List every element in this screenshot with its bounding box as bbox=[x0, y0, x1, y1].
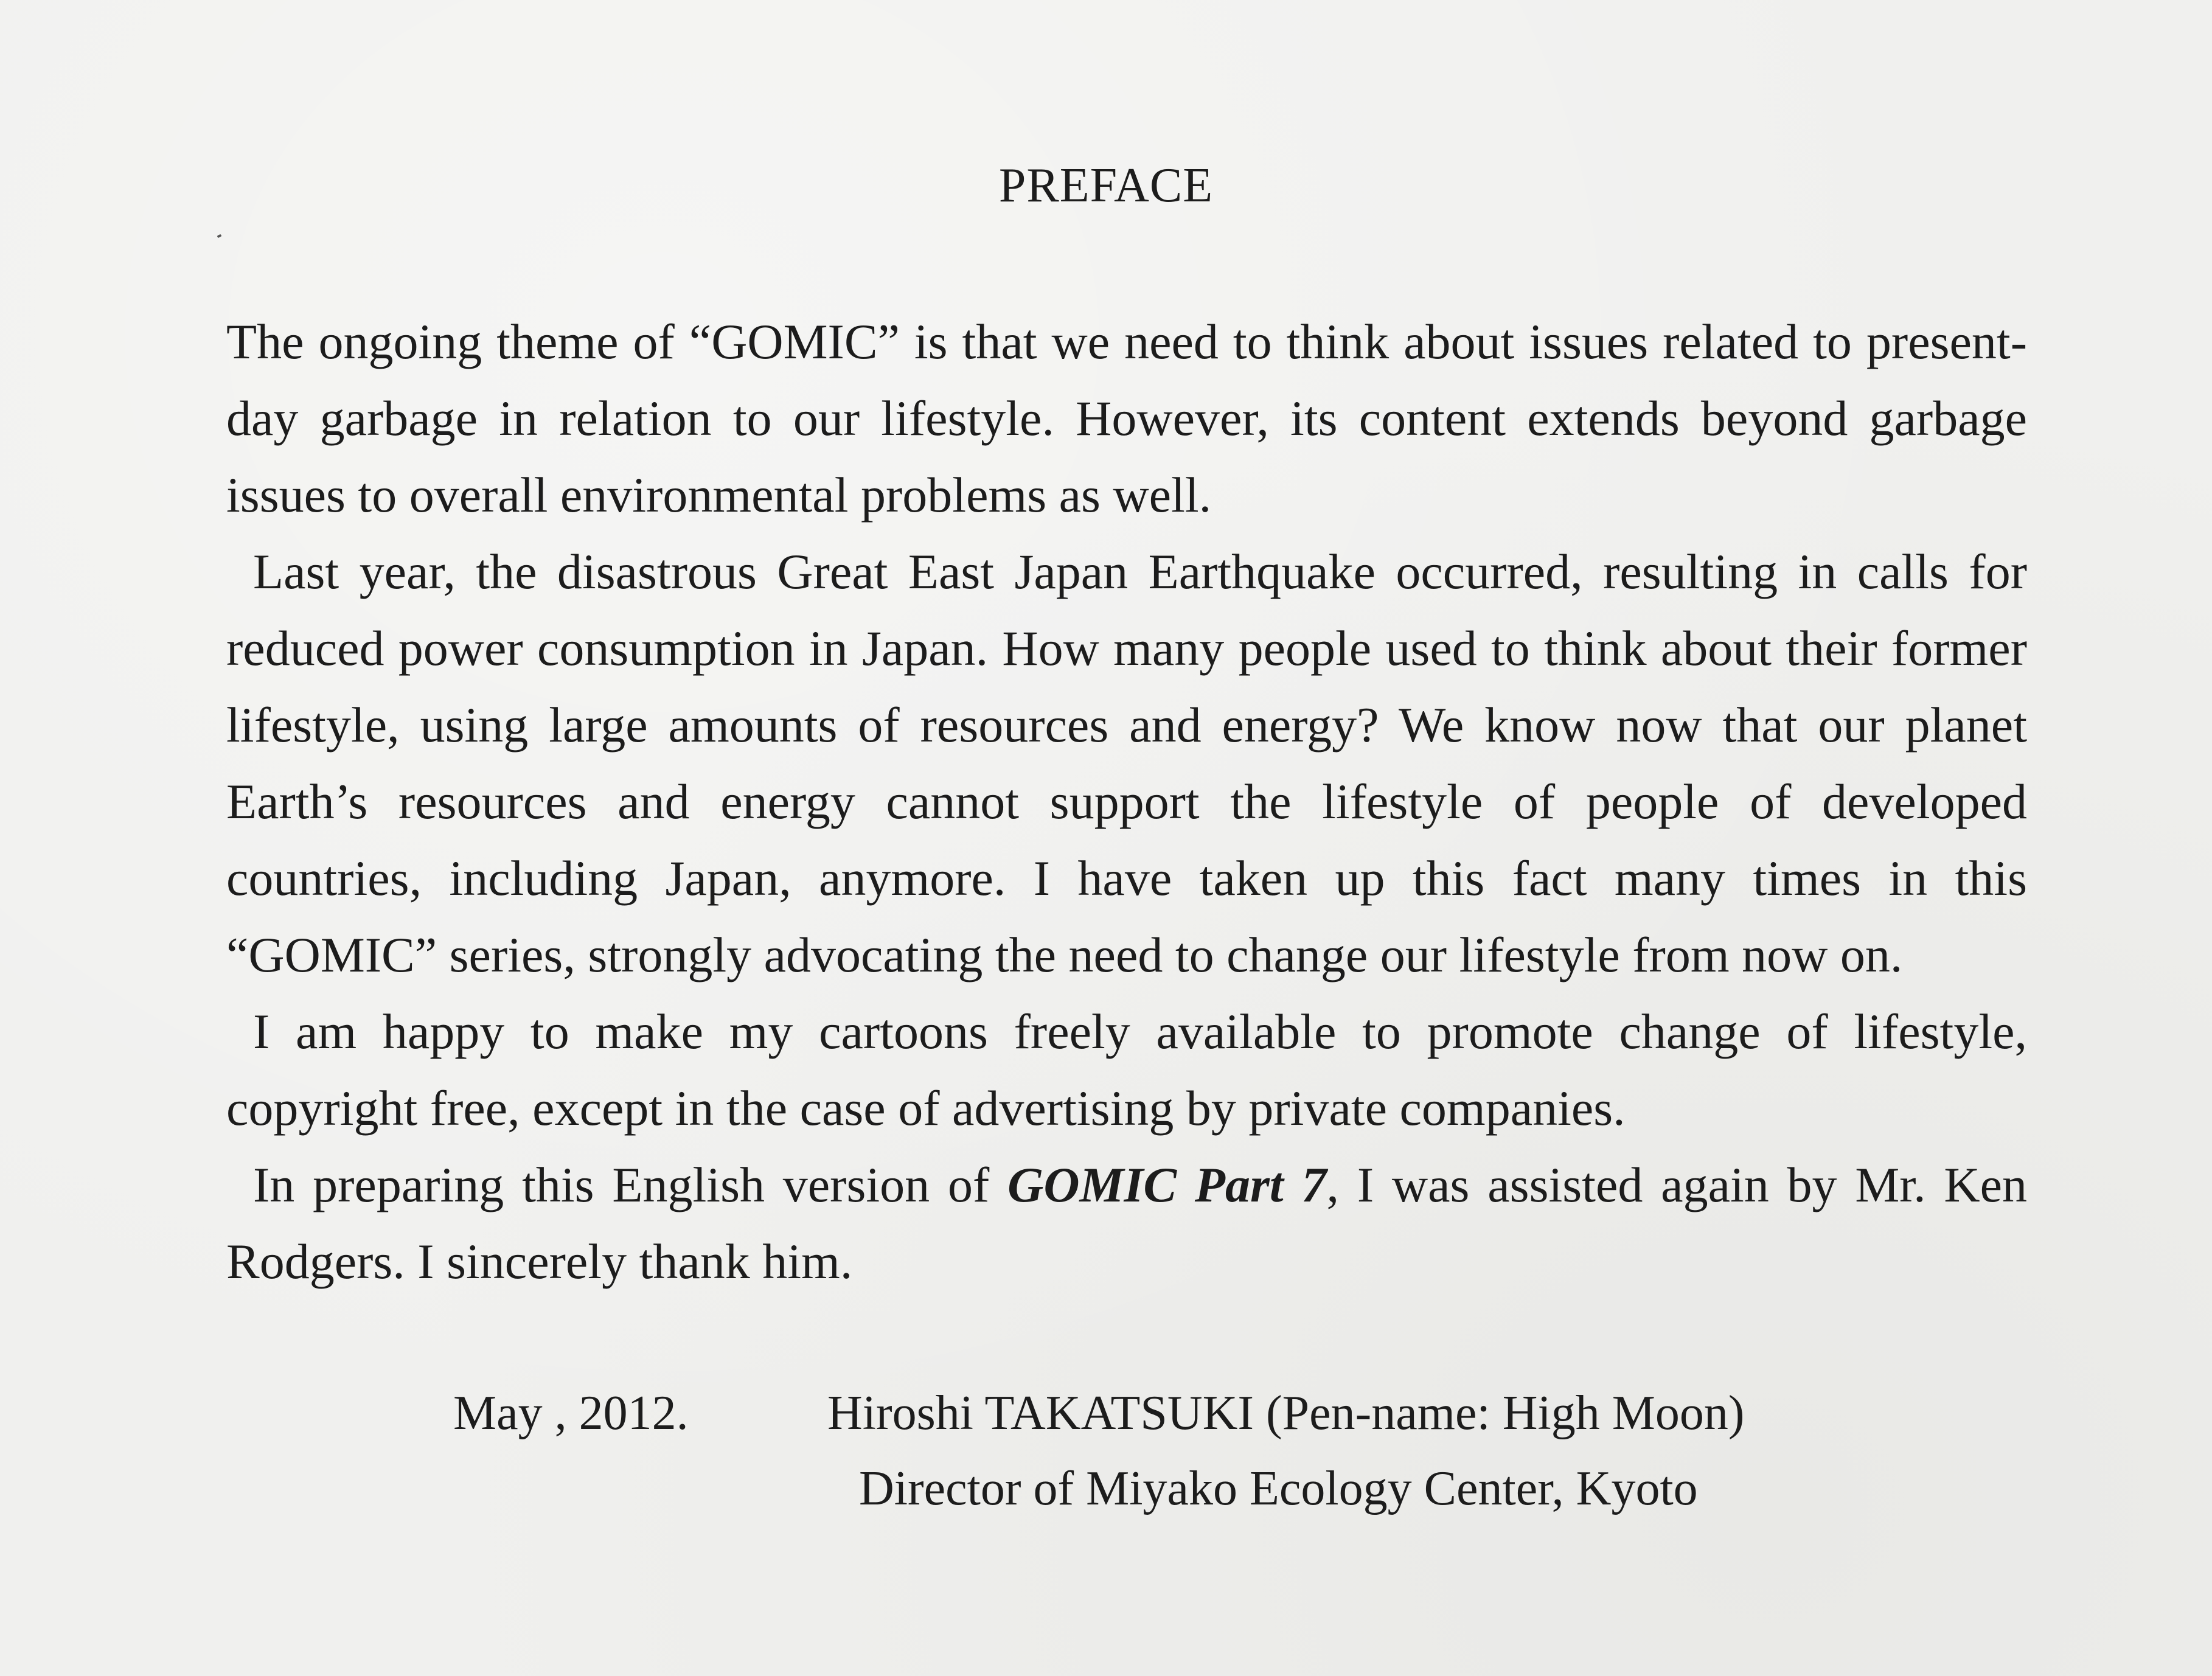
signature-name: Hiroshi TAKATSUKI (Pen-name: High Moon) bbox=[827, 1386, 1745, 1440]
paragraph-theme: The ongoing theme of “GOMIC” is that we need to think about issues related to present-day garbage in relation to our lifestyle. However, its content extends beyond garbage issues to overall environmental problems as well. bbox=[226, 314, 2027, 523]
book-title-emphasis: GOMIC Part 7 bbox=[1007, 1157, 1327, 1212]
signature-title: Director of Miyako Ecology Center, Kyoto bbox=[859, 1462, 1698, 1515]
page-title: PREFACE bbox=[998, 159, 1214, 212]
paragraph-acknowledgement bbox=[226, 1147, 2027, 1300]
preface-body bbox=[226, 304, 2027, 1300]
signature-date: May , 2012. bbox=[453, 1386, 689, 1440]
paragraph-copyright: I am happy to make my cartoons freely available to promote change of lifestyle, copyright free, except in the case of advertising by private companies. bbox=[226, 1004, 2027, 1136]
acknowledgement-lead: In preparing this English version of bbox=[253, 1157, 1008, 1212]
acknowledgement-rest: , I was assisted again by Mr. Ken Rodgers. I sincerely thank him. bbox=[226, 1157, 2027, 1289]
paragraph-earthquake: Last year, the disastrous Great East Japan Earthquake occurred, resulting in calls for reduced power consumption in Japan. How many people used to think about their former lifestyle, using large amounts of resources and energy? We know now that our planet Earth’s resources and energy cannot support the lifestyle of people of developed countries, including Japan, anymore. I have taken up this fact many times in this “GOMIC” series, strongly advocating the need to change our lifestyle from now on. bbox=[226, 544, 2027, 982]
